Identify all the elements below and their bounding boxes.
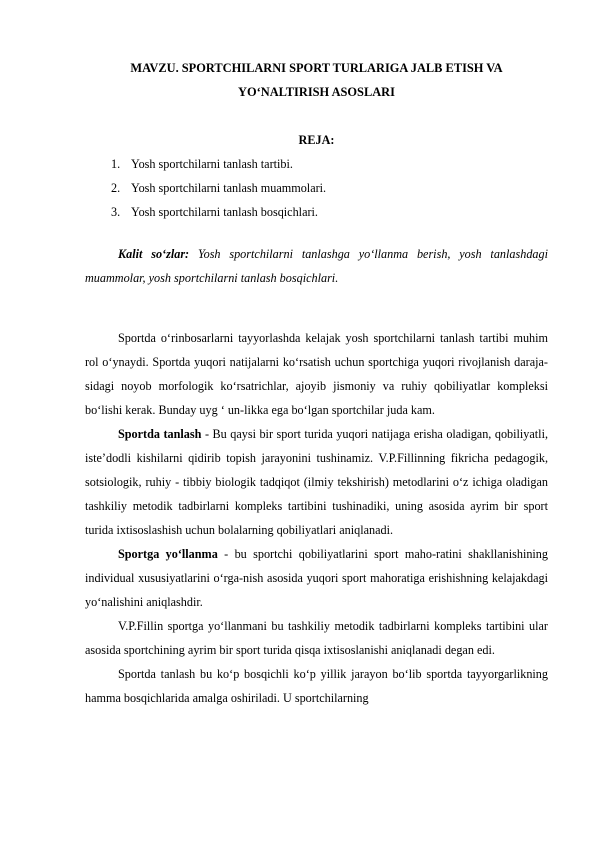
plan-item-number: 3.: [111, 205, 121, 219]
term-sportga-yollanma: Sportga yo‘llanma: [118, 547, 218, 562]
keywords-label: Kalit so‘zlar:: [118, 247, 190, 261]
title-line-2: YO‘NALTIRISH ASOSLARI: [238, 85, 395, 99]
term-sportda-tanlash: Sportda tanlash: [118, 427, 202, 442]
paragraph-3-text: - bu sportchi qobiliyatlarini sport maho-ratini shakllanishining individual xususiyatlarini o‘rga-nish asosida yuqori sport mahoratiga erishishning kelajakdagi yo‘nalishini aniqlashdir.: [85, 547, 548, 610]
paragraph-5: Sportda tanlash bu ko‘p bosqichli ko‘p yillik jarayon bo‘lib sportda tayyorgarlikning hamma bosqichlarida amalga oshiriladi. U sportchilarning: [85, 667, 548, 706]
document-title: [85, 56, 548, 104]
plan-item: [111, 152, 548, 176]
paragraph-2: [85, 422, 548, 542]
spacer: [85, 302, 548, 326]
plan-heading: REJA:: [298, 133, 335, 147]
plan-item: [111, 200, 548, 224]
paragraph-4: V.P.Fillin sportga yo‘llanmani bu tashkiliy metodik tadbirlarni kompleks tartibini ular asosida sportchining ayrim bir sport turida qisqa ixtisoslanishi aniqlanadi degan edi.: [85, 619, 548, 658]
plan-list: [85, 152, 548, 224]
paragraph-1: Sportda o‘rinbosarlarni tayyorlashda kelajak yosh sportchilarni tanlash tartibi muhim rol o‘ynaydi. Sportda yuqori natijalarni ko‘rsatish uchun sportchiga yuqori rivojlanish daraja-sidagi noyob morfologik ko‘rsatrichlar, ajoyib jismoniy va ruhiy qobiliyatlar kompleksi bo‘lishi kerak. Bunday uyg ‘ un-likka ega bo‘lgan sportchilar juda kam.: [85, 331, 548, 418]
keywords-paragraph: [85, 242, 548, 290]
plan-item-number: 2.: [111, 181, 121, 195]
keywords-text: Yosh sportchilarni tanlashga yo‘llanma berish, yosh tanlashdagi muammolar, yosh sportchilarni tanlash bosqichlari.: [85, 247, 548, 285]
title-line-1: MAVZU. SPORTCHILARNI SPORT TURLARIGA JALB ETISH VA: [130, 61, 503, 75]
paragraph-3: [85, 542, 548, 614]
plan-item-text: Yosh sportchilarni tanlash muammolari.: [131, 181, 327, 195]
paragraph-2-text: - Bu qaysi bir sport turida yuqori natijaga erisha oladigan, qobiliyatli, iste’dodli kishilarni qidirib topish jarayonini tushinamiz. V.P.Fillinning fikricha pedagogik, sotsiologik, ruhiy - tibbiy biologik tadqiqot (ilmiy tekshirish) metodlarini o‘z ichiga oladigan tashkiliy metodik tadbirlarni kompleks tartibini tushinadiki, uning asosida ayrim bir sport turida ixtisoslashish uchun bolalarning qobiliyatlari aniqlanadi.: [85, 427, 548, 538]
plan-item: [111, 176, 548, 200]
plan-item-text: Yosh sportchilarni tanlash bosqichlari.: [131, 205, 318, 219]
plan-item-text: Yosh sportchilarni tanlash tartibi.: [131, 157, 293, 171]
plan-item-number: 1.: [111, 157, 121, 171]
